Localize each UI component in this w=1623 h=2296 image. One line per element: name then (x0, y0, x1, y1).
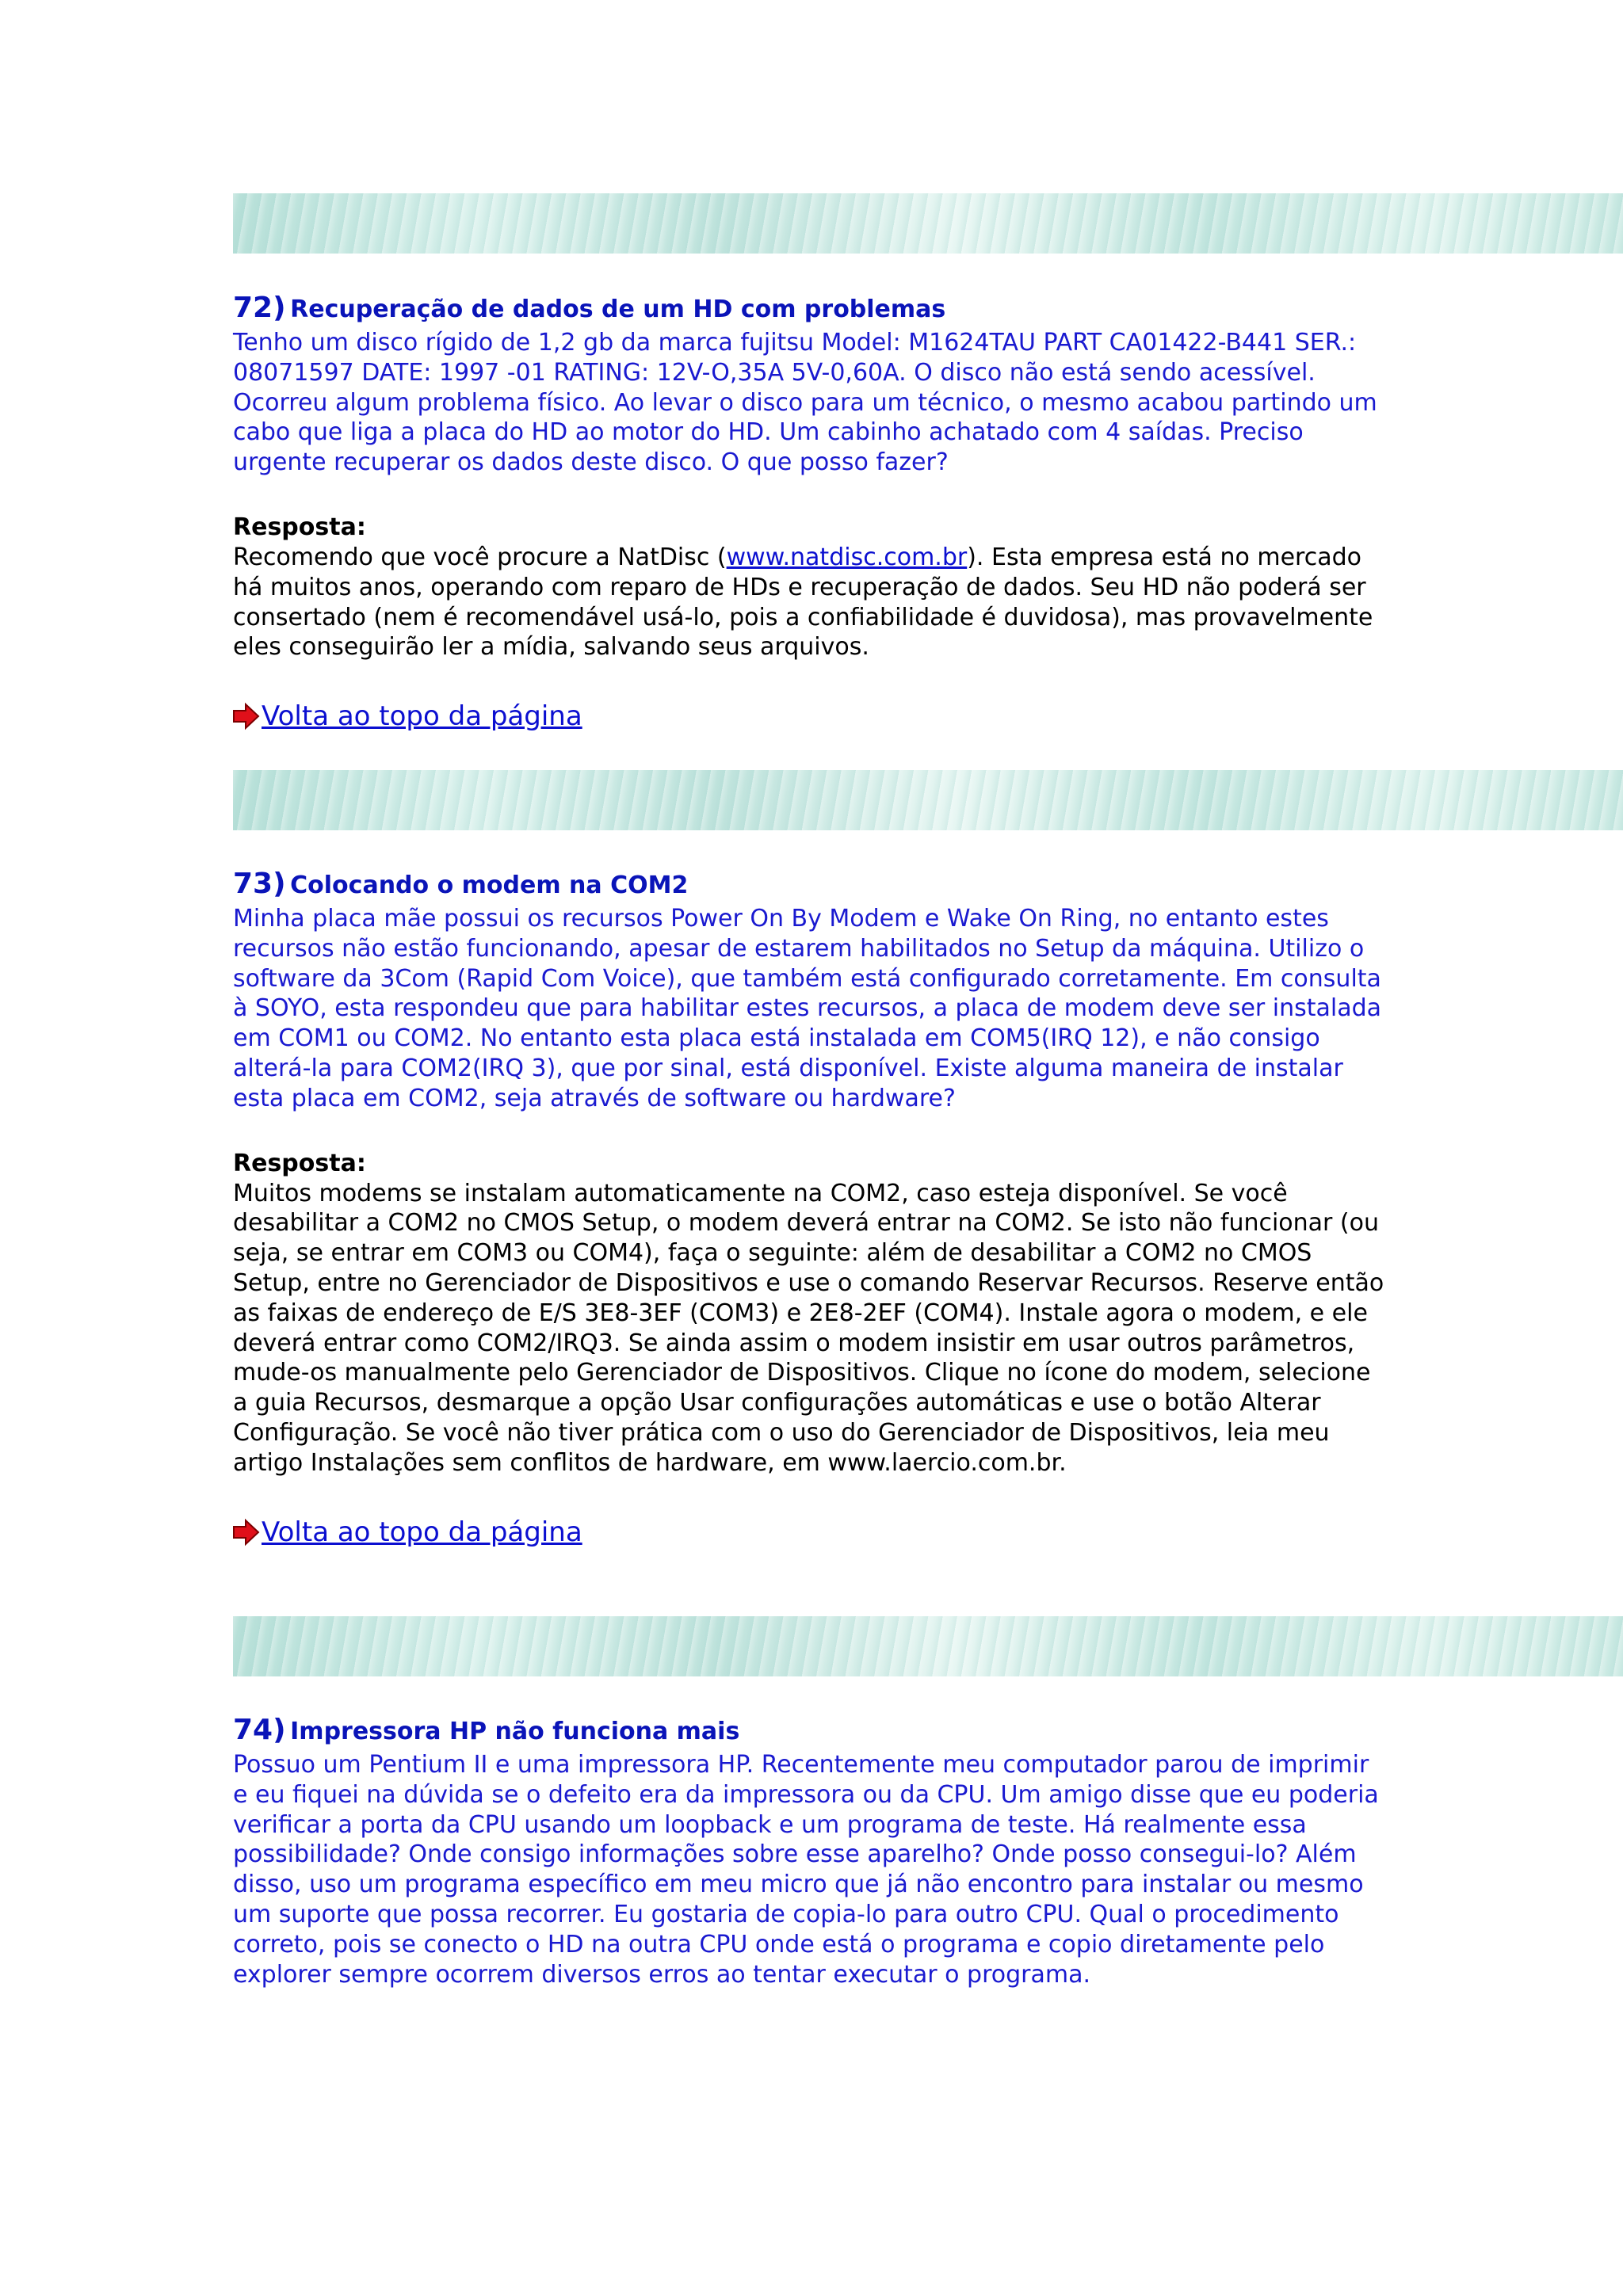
question-title (233, 1715, 1390, 1750)
natdisc-link[interactable]: www.natdisc.com.br (726, 543, 968, 571)
answer-text-post: ). Esta empresa está no mercado há muitos anos, operando com reparo de HDs e recuperação de dados. Seu HD não poderá ser consertado (nem é recomendável usá-lo, pois a confiabilidade é duvidosa), mas provavelmente eles conseguirão ler a mídia, salvando seus arquivos. (233, 543, 1373, 662)
faq-section-72 (233, 293, 1390, 732)
question-text: Minha placa mãe possui os recursos Power On By Modem e Wake On Ring, no entanto estes recursos não estão funcionando, apesar de estarem habilitados no Setup da máquina. Utilizo o software da 3Com (Rapid Com Voice), que também está configurado corretamente. Em consulta à SOYO, esta respondeu que para habilitar estes recursos, a placa de modem deve ser instalada em COM1 ou COM2. No entanto esta placa está instalada em COM5(IRQ 12), e não consigo alterá-la para COM2(IRQ 3), que por sinal, está disponível. Existe alguma maneira de instalar esta placa em COM2, seja através de software ou hardware? (233, 905, 1382, 1112)
decorative-band (233, 770, 1623, 830)
answer-label: Resposta: (233, 1149, 366, 1177)
decorative-band (233, 193, 1623, 254)
question-heading: Colocando o modem na COM2 (290, 871, 689, 899)
question-text: Tenho um disco rígido de 1,2 gb da marca fujitsu Model: M1624TAU PART CA01422-B441 SER.: 08071597 DATE: 1997 -01 RATING: 12V-O,35A 5V-0,60A. O disco não está sendo acessível. Ocorreu algum problema físico. Ao levar o disco para um técnico, o mesmo acabou partindo um cabo que liga a placa do HD ao motor do HD. Um cabinho achatado com 4 saídas. Preciso urgente recuperar os dados deste disco. O que posso fazer? (233, 329, 1377, 477)
question-heading: Impressora HP não funciona mais (290, 1718, 740, 1745)
answer-text (233, 543, 1390, 662)
question-number: 72) (233, 292, 286, 324)
back-to-top-link[interactable]: Volta ao topo da página (262, 1516, 582, 1548)
question-title (233, 293, 1390, 328)
faq-section-73 (233, 869, 1390, 1548)
back-to-top (233, 1516, 1390, 1548)
back-to-top-link[interactable]: Volta ao topo da página (262, 700, 582, 733)
question-number: 73) (233, 868, 286, 900)
question-text: Possuo um Pentium II e uma impressora HP. Recentemente meu computador parou de imprimir e eu fiquei na dúvida se o defeito era da impressora ou da CPU. Um amigo disse que eu poderia verificar a porta da CPU usando um loopback e um programa de teste. Há realmente essa possibilidade? Onde consigo informações sobre esse aparelho? Onde posso consegui-lo? Além disso, uso um programa específico em meu micro que já não encontro para instalar ou mesmo um suporte que possa recorrer. Eu gostaria de copia-lo para outro CPU. Qual o procedimento correto, pois se conecto o HD na outra CPU onde está o programa e copio diretamente pelo explorer sempre ocorrem diversos erros ao tentar executar o programa. (233, 1751, 1379, 1989)
question-number: 74) (233, 1714, 286, 1746)
decorative-band (233, 1616, 1623, 1676)
question-heading: Recuperação de dados de um HD com problemas (290, 296, 946, 323)
red-arrow-icon (233, 1518, 260, 1547)
answer-label: Resposta: (233, 513, 366, 541)
faq-section-74 (233, 1715, 1390, 1989)
back-to-top (233, 700, 1390, 732)
red-arrow-icon (233, 702, 260, 730)
answer-text: Muitos modems se instalam automaticamente na COM2, caso esteja disponível. Se você desabilitar a COM2 no CMOS Setup, o modem deverá entrar na COM2. Se isto não funcionar (ou seja, se entrar em COM3 ou COM4), faça o seguinte: além de desabilitar a COM2 no CMOS Setup, entre no Gerenciador de Dispositivos e use o comando Reservar Recursos. Reserve então as faixas de endereço de E/S 3E8-3EF (COM3) e 2E8-2EF (COM4). Instale agora o modem, e ele deverá entrar como COM2/IRQ3. Se ainda assim o modem insistir em usar outros parâmetros, mude-os manualmente pelo Gerenciador de Dispositivos. Clique no ícone do modem, selecione a guia Recursos, desmarque a opção Usar configurações automáticas e use o botão Alterar Configuração. Se você não tiver prática com o uso do Gerenciador de Dispositivos, leia meu artigo Instalações sem conflitos de hardware, em www.laercio.com.br. (233, 1179, 1384, 1477)
answer-text-pre: Recomendo que você procure a NatDisc ( (233, 543, 727, 571)
question-title (233, 869, 1390, 904)
